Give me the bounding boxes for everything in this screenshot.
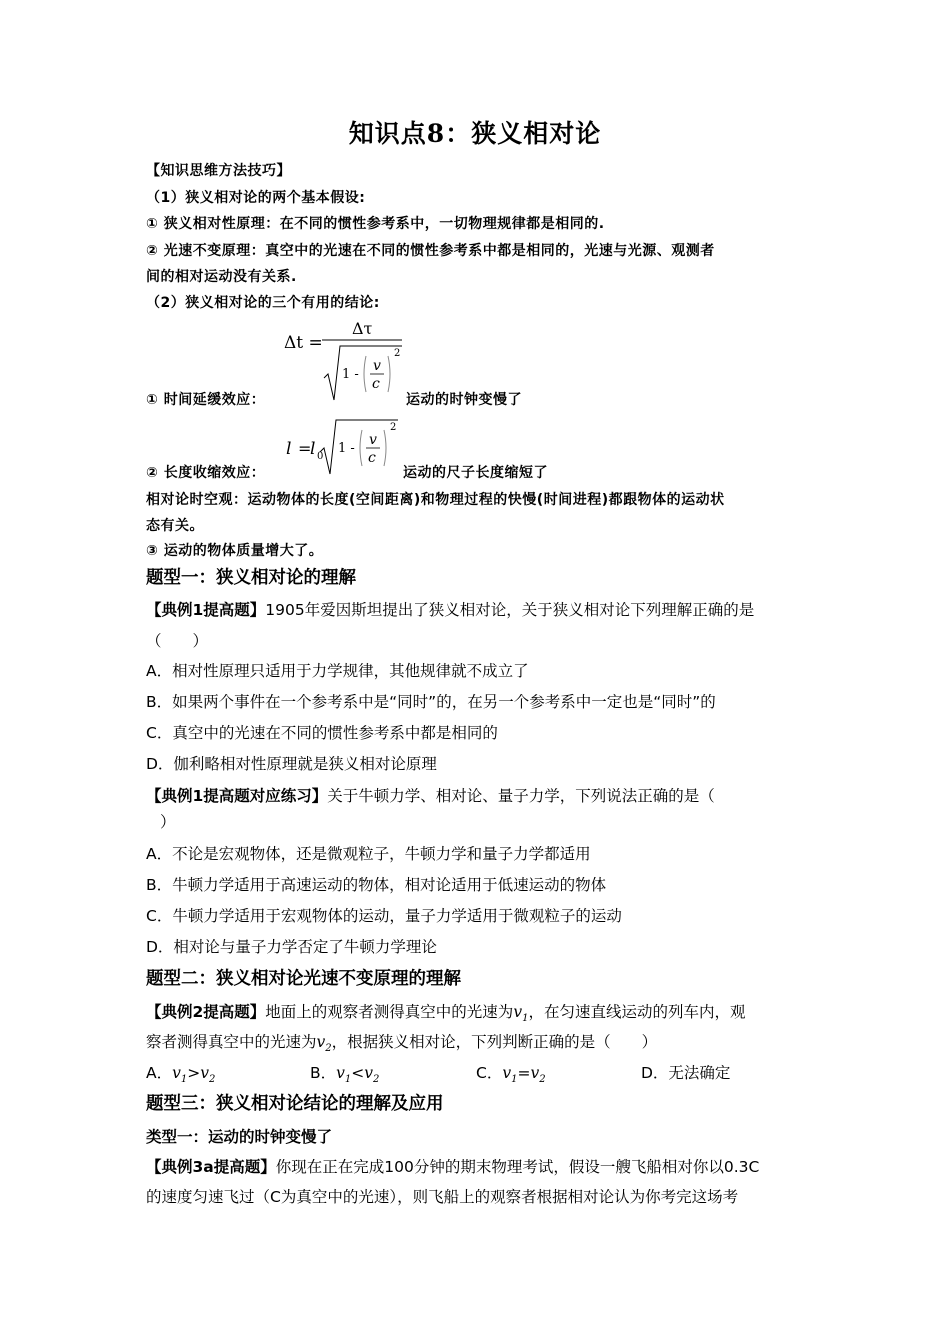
example2-line1	[146, 1002, 745, 1029]
assumption-2-line1: ② 光速不变原理：真空中的光速在不同的惯性参考系中都是相同的，光速与光源、观测者	[146, 243, 715, 259]
formula-time-c: c	[372, 376, 380, 392]
spacetime-line1: 相对论时空观：运动物体的长度(空间距离)和物理过程的快慢(时间进程)都跟物体的运动状	[146, 492, 725, 508]
example1-option-a: A．相对性原理只适用于力学规律，其他规律就不成立了	[146, 662, 529, 680]
spacetime-line2: 态有关。	[146, 518, 204, 534]
example2-text-b: ，在匀速直线运动的列车内，观	[528, 1003, 746, 1021]
formula-length-eq: =	[298, 439, 312, 458]
example2-label: 【典例2提高题】	[146, 1003, 266, 1021]
formula-time-lhs: Δt =	[284, 333, 323, 353]
time-dilation-note: 运动的时钟变慢了	[406, 392, 522, 408]
type3-subtype: 类型一：运动的时钟变慢了	[146, 1128, 333, 1146]
assumptions-heading: （1）狭义相对论的两个基本假设:	[146, 190, 366, 206]
var-v1: v	[513, 1003, 523, 1021]
formula-length-one-minus: 1 -	[338, 441, 355, 456]
formula-length-c: c	[368, 450, 376, 466]
example3-line2: 的速度匀速飞过（C为真空中的光速），则飞船上的观察者根据相对论认为你考完这场考	[146, 1188, 739, 1206]
example2-option-c: C．$v_1=v_2$	[476, 1064, 546, 1086]
example2-option-b: B．$v_1<v_2$	[310, 1064, 380, 1086]
example1-label: 【典例1提高题】	[146, 601, 266, 619]
left-paren	[360, 430, 362, 466]
formula-time-numerator: Δτ	[352, 319, 373, 338]
practice1-text: 关于牛顿力学、相对论、量子力学，下列说法正确的是（	[327, 787, 715, 805]
assumption-2-line2: 间的相对运动没有关系.	[146, 269, 297, 285]
example1-option-c: C．真空中的光速在不同的惯性参考系中都是相同的	[146, 724, 498, 742]
type3-heading: 题型三：狭义相对论结论的理解及应用	[146, 1094, 444, 1114]
example3-text: 你现在正在完成100分钟的期末物理考试，假设一艘飞船相对你以0.3C	[275, 1158, 760, 1176]
formula-length-l0: l	[310, 439, 316, 459]
example3-label: 【典例3a提高题】	[146, 1158, 276, 1176]
practice1-line2: ）	[160, 813, 176, 831]
formula-length-l: l	[286, 439, 292, 459]
right-paren	[388, 356, 390, 392]
formula-length-sub0: 0	[317, 451, 324, 462]
left-paren	[364, 356, 366, 392]
practice1-option-a: A．不论是宏观物体，还是微观粒子，牛顿力学和量子力学都适用	[146, 845, 591, 863]
formula-length-exp: 2	[390, 422, 397, 433]
method-section-heading: 【知识思维方法技巧】	[146, 163, 291, 179]
example3-line1	[146, 1157, 759, 1177]
type2-heading: 题型二：狭义相对论光速不变原理的理解	[146, 969, 461, 989]
formula-time-one-minus: 1 -	[342, 367, 359, 382]
length-contraction-formula	[280, 414, 410, 480]
example1-option-b: B．如果两个事件在一个参考系中是“同时”的，在另一个参考系中一定也是“同时”的	[146, 693, 716, 711]
length-contraction-label: ② 长度收缩效应：	[146, 465, 266, 481]
var-v2-sub: 2	[325, 1043, 332, 1055]
example1-line2: （ ）	[146, 632, 209, 650]
example1-option-d: D．伽利略相对性原理就是狭义相对论原理	[146, 755, 437, 773]
formula-length-v: v	[369, 432, 377, 448]
var-v1-sub: 1	[522, 1013, 529, 1025]
practice1-option-d: D．相对论与量子力学否定了牛顿力学理论	[146, 938, 437, 956]
assumption-1: ① 狭义相对性原理：在不同的惯性参考系中，一切物理规律都是相同的.	[146, 216, 605, 232]
time-dilation-label: ① 时间延缓效应：	[146, 392, 266, 408]
time-dilation-formula	[280, 316, 410, 406]
mass-increase: ③ 运动的物体质量增大了。	[146, 543, 324, 559]
type1-heading: 题型一：狭义相对论的理解	[146, 568, 356, 588]
example2-line2	[146, 1032, 657, 1059]
var-v2: v	[316, 1033, 326, 1051]
practice1-option-b: B．牛顿力学适用于高速运动的物体，相对论适用于低速运动的物体	[146, 876, 607, 894]
right-paren	[384, 430, 386, 466]
example1-line1	[146, 600, 754, 620]
formula-time-exp: 2	[394, 348, 401, 359]
formula-time-v: v	[373, 358, 381, 374]
example1-text: 1905年爱因斯坦提出了狭义相对论，关于狭义相对论下列理解正确的是	[265, 601, 755, 619]
page-title: 知识点8：狭义相对论	[348, 119, 602, 148]
practice1-label: 【典例1提高题对应练习】	[146, 787, 328, 805]
example2-text-a: 地面上的观察者测得真空中的光速为	[265, 1003, 514, 1021]
length-contraction-note: 运动的尺子长度缩短了	[403, 465, 548, 481]
practice1-option-c: C．牛顿力学适用于宏观物体的运动，量子力学适用于微观粒子的运动	[146, 907, 622, 925]
practice1-line1	[146, 786, 715, 806]
example2-option-a: A．$v_1>v_2$	[146, 1064, 216, 1086]
example2-text-d: ，根据狭义相对论，下列判断正确的是（ ）	[331, 1033, 658, 1051]
example2-option-d: D．无法确定	[641, 1064, 731, 1082]
conclusions-heading: （2）狭义相对论的三个有用的结论:	[146, 295, 380, 311]
example2-text-c: 察者测得真空中的光速为	[146, 1033, 317, 1051]
